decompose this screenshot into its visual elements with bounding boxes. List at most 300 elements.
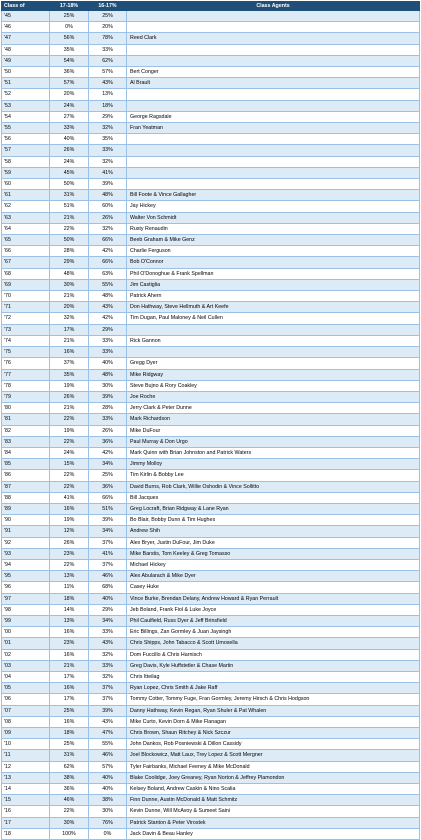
cell-class-agents: Mark Quinn with Brian Johnston and Patrick Waters <box>127 447 420 458</box>
cell-class-of: '04 <box>2 671 50 682</box>
cell-class-of: '68 <box>2 268 50 279</box>
cell-17-18-percent: 51% <box>50 201 89 212</box>
table-row <box>2 436 420 447</box>
cell-class-agents: Tommy Cotter, Tommy Fuge, Fran Gormley, Jeremy Hirsch & Chris Hodgson <box>127 694 420 705</box>
cell-class-of: '12 <box>2 761 50 772</box>
cell-16-17-percent: 42% <box>89 246 127 257</box>
cell-class-of: '01 <box>2 638 50 649</box>
table-row <box>2 201 420 212</box>
cell-17-18-percent: 30% <box>50 817 89 828</box>
cell-class-agents: Andrew Shih <box>127 526 420 537</box>
cell-class-agents: Mike Ridgway <box>127 369 420 380</box>
cell-16-17-percent: 41% <box>89 548 127 559</box>
cell-16-17-percent: 32% <box>89 649 127 660</box>
table-row <box>2 235 420 246</box>
table-row <box>2 358 420 369</box>
cell-class-of: '70 <box>2 291 50 302</box>
cell-class-of: '54 <box>2 111 50 122</box>
table-row <box>2 515 420 526</box>
cell-17-18-percent: 36% <box>50 67 89 78</box>
table-row <box>2 134 420 145</box>
table-row <box>2 694 420 705</box>
cell-17-18-percent: 16% <box>50 683 89 694</box>
table-row <box>2 593 420 604</box>
cell-17-18-percent: 41% <box>50 492 89 503</box>
cell-class-agents: Al Brault <box>127 78 420 89</box>
cell-class-agents: Walter Von Schmidt <box>127 212 420 223</box>
cell-class-of: '17 <box>2 817 50 828</box>
table-row <box>2 481 420 492</box>
cell-class-of: '71 <box>2 302 50 313</box>
cell-class-of: '83 <box>2 436 50 447</box>
cell-16-17-percent: 37% <box>89 694 127 705</box>
cell-17-18-percent: 38% <box>50 772 89 783</box>
cell-class-agents: Bob O'Connor <box>127 257 420 268</box>
cell-17-18-percent: 16% <box>50 716 89 727</box>
cell-16-17-percent: 26% <box>89 212 127 223</box>
cell-16-17-percent: 40% <box>89 784 127 795</box>
cell-class-agents: Paul Murray & Don Urgo <box>127 436 420 447</box>
cell-17-18-percent: 35% <box>50 44 89 55</box>
cell-class-agents: Bill Foote & Vince Gallagher <box>127 190 420 201</box>
cell-class-of: '84 <box>2 447 50 458</box>
table-row <box>2 89 420 100</box>
cell-16-17-percent: 29% <box>89 111 127 122</box>
cell-class-of: '89 <box>2 503 50 514</box>
table-row <box>2 22 420 33</box>
cell-16-17-percent: 63% <box>89 268 127 279</box>
cell-17-18-percent: 25% <box>50 739 89 750</box>
table-row <box>2 111 420 122</box>
cell-16-17-percent: 39% <box>89 705 127 716</box>
cell-class-of: '94 <box>2 559 50 570</box>
cell-class-agents: Jimmy Molloy <box>127 459 420 470</box>
cell-class-of: '80 <box>2 403 50 414</box>
table-row <box>2 828 420 839</box>
cell-17-18-percent: 20% <box>50 89 89 100</box>
header-16-17-percent: 16-17% <box>89 2 127 11</box>
cell-class-agents: Chris Shipps, John Tabacco & Scott Umosella <box>127 638 420 649</box>
table-row <box>2 559 420 570</box>
table-row <box>2 784 420 795</box>
cell-17-18-percent: 57% <box>50 78 89 89</box>
cell-17-18-percent: 35% <box>50 369 89 380</box>
cell-class-of: '96 <box>2 582 50 593</box>
cell-16-17-percent: 43% <box>89 638 127 649</box>
cell-class-agents <box>127 100 420 111</box>
cell-class-of: '97 <box>2 593 50 604</box>
cell-17-18-percent: 22% <box>50 481 89 492</box>
cell-16-17-percent: 33% <box>89 660 127 671</box>
cell-class-of: '08 <box>2 716 50 727</box>
cell-class-of: '47 <box>2 33 50 44</box>
table-row <box>2 369 420 380</box>
cell-17-18-percent: 16% <box>50 627 89 638</box>
cell-class-agents: Danny Hathway, Kevin Regan, Ryan Shuler & Pat Whalen <box>127 705 420 716</box>
cell-class-agents: Reed Clark <box>127 33 420 44</box>
cell-17-18-percent: 26% <box>50 537 89 548</box>
cell-class-of: '93 <box>2 548 50 559</box>
cell-class-of: '62 <box>2 201 50 212</box>
cell-class-agents: Patrick Ahern <box>127 291 420 302</box>
table-row <box>2 470 420 481</box>
cell-16-17-percent: 32% <box>89 123 127 134</box>
cell-16-17-percent: 30% <box>89 806 127 817</box>
cell-17-18-percent: 31% <box>50 750 89 761</box>
cell-class-agents: Gregg Dyer <box>127 358 420 369</box>
header-17-18-percent: 17-18% <box>50 2 89 11</box>
cell-16-17-percent: 29% <box>89 604 127 615</box>
cell-16-17-percent: 55% <box>89 739 127 750</box>
cell-17-18-percent: 24% <box>50 156 89 167</box>
table-row <box>2 615 420 626</box>
table-row <box>2 817 420 828</box>
cell-class-agents <box>127 156 420 167</box>
cell-class-agents: Blake Coolidge, Joey Greaney, Ryan Norton & Jeffrey Plamondon <box>127 772 420 783</box>
table-row <box>2 705 420 716</box>
cell-class-agents: Mike Curto, Kevin Dorn & Mike Flanagan <box>127 716 420 727</box>
cell-class-agents: Michael Hickey <box>127 559 420 570</box>
cell-16-17-percent: 76% <box>89 817 127 828</box>
cell-class-of: '00 <box>2 627 50 638</box>
cell-16-17-percent: 48% <box>89 190 127 201</box>
table-row <box>2 156 420 167</box>
cell-class-agents: Chris Brown, Shaun Ritchey & Nick Szczur <box>127 728 420 739</box>
cell-class-of: '58 <box>2 156 50 167</box>
cell-class-of: '11 <box>2 750 50 761</box>
table-row <box>2 179 420 190</box>
table-row <box>2 459 420 470</box>
table-body <box>2 11 420 840</box>
cell-16-17-percent: 35% <box>89 134 127 145</box>
cell-class-agents: David Burns, Rob Clark, Willie Oshodin & Vince Sollitto <box>127 481 420 492</box>
cell-class-agents <box>127 347 420 358</box>
cell-class-agents: Fran Yeatman <box>127 123 420 134</box>
table-row <box>2 739 420 750</box>
cell-class-of: '06 <box>2 694 50 705</box>
cell-17-18-percent: 13% <box>50 615 89 626</box>
cell-16-17-percent: 18% <box>89 100 127 111</box>
cell-16-17-percent: 32% <box>89 156 127 167</box>
cell-17-18-percent: 36% <box>50 784 89 795</box>
cell-17-18-percent: 25% <box>50 705 89 716</box>
cell-class-of: '65 <box>2 235 50 246</box>
cell-17-18-percent: 50% <box>50 179 89 190</box>
cell-class-agents: Beeb Graham & Mike Genz <box>127 235 420 246</box>
cell-class-of: '78 <box>2 380 50 391</box>
cell-16-17-percent: 32% <box>89 223 127 234</box>
cell-16-17-percent: 36% <box>89 436 127 447</box>
cell-16-17-percent: 48% <box>89 369 127 380</box>
table-row <box>2 380 420 391</box>
table-row <box>2 772 420 783</box>
cell-17-18-percent: 15% <box>50 459 89 470</box>
cell-class-agents: Dom Fuccillo & Chris Harnisch <box>127 649 420 660</box>
cell-16-17-percent: 40% <box>89 358 127 369</box>
table-row <box>2 324 420 335</box>
cell-class-of: '98 <box>2 604 50 615</box>
cell-class-agents: Vince Burke, Brendan Delany, Andrew Howard & Ryan Perrault <box>127 593 420 604</box>
cell-class-of: '45 <box>2 11 50 22</box>
cell-17-18-percent: 16% <box>50 347 89 358</box>
cell-17-18-percent: 19% <box>50 425 89 436</box>
cell-class-of: '87 <box>2 481 50 492</box>
cell-17-18-percent: 22% <box>50 470 89 481</box>
cell-17-18-percent: 16% <box>50 503 89 514</box>
table-row <box>2 78 420 89</box>
table-row <box>2 257 420 268</box>
cell-class-of: '13 <box>2 772 50 783</box>
cell-class-of: '52 <box>2 89 50 100</box>
cell-class-of: '81 <box>2 414 50 425</box>
cell-class-agents <box>127 22 420 33</box>
cell-16-17-percent: 33% <box>89 627 127 638</box>
cell-class-of: '16 <box>2 806 50 817</box>
cell-class-of: '18 <box>2 828 50 839</box>
cell-17-18-percent: 20% <box>50 302 89 313</box>
cell-class-of: '63 <box>2 212 50 223</box>
cell-17-18-percent: 23% <box>50 638 89 649</box>
cell-class-agents: Mark Richardson <box>127 414 420 425</box>
cell-class-agents: Tim Kirlin & Bobby Lee <box>127 470 420 481</box>
cell-class-of: '51 <box>2 78 50 89</box>
cell-16-17-percent: 34% <box>89 459 127 470</box>
table-row <box>2 414 420 425</box>
cell-class-agents <box>127 179 420 190</box>
cell-17-18-percent: 11% <box>50 582 89 593</box>
cell-17-18-percent: 22% <box>50 223 89 234</box>
cell-class-of: '69 <box>2 279 50 290</box>
cell-class-agents: Phil O'Donoghue & Frank Spellman <box>127 268 420 279</box>
cell-class-of: '66 <box>2 246 50 257</box>
cell-class-of: '46 <box>2 22 50 33</box>
cell-17-18-percent: 22% <box>50 806 89 817</box>
cell-17-18-percent: 13% <box>50 571 89 582</box>
cell-class-agents: Eric Billings, Zan Gormley & Juan Jaysingh <box>127 627 420 638</box>
cell-class-agents: Mike Barstis, Tom Keeley & Greg Tomasso <box>127 548 420 559</box>
table-row <box>2 571 420 582</box>
table-row <box>2 683 420 694</box>
table-row <box>2 100 420 111</box>
cell-class-of: '50 <box>2 67 50 78</box>
cell-class-of: '88 <box>2 492 50 503</box>
cell-class-agents <box>127 44 420 55</box>
cell-class-agents: Bert Conger <box>127 67 420 78</box>
table-row <box>2 313 420 324</box>
cell-17-18-percent: 33% <box>50 123 89 134</box>
table-row <box>2 55 420 66</box>
table-row <box>2 716 420 727</box>
cell-class-of: '86 <box>2 470 50 481</box>
cell-class-agents <box>127 134 420 145</box>
cell-17-18-percent: 22% <box>50 559 89 570</box>
cell-class-agents <box>127 324 420 335</box>
cell-class-agents: Tyler Fairbanks, Michael Feeney & Mike McDonald <box>127 761 420 772</box>
table-row <box>2 347 420 358</box>
cell-class-of: '92 <box>2 537 50 548</box>
cell-17-18-percent: 27% <box>50 111 89 122</box>
cell-class-of: '60 <box>2 179 50 190</box>
cell-17-18-percent: 21% <box>50 335 89 346</box>
table-row <box>2 537 420 548</box>
cell-16-17-percent: 20% <box>89 22 127 33</box>
cell-16-17-percent: 30% <box>89 380 127 391</box>
header-class-agents: Class Agents <box>127 2 420 11</box>
cell-16-17-percent: 40% <box>89 593 127 604</box>
cell-class-of: '14 <box>2 784 50 795</box>
cell-17-18-percent: 0% <box>50 22 89 33</box>
cell-16-17-percent: 34% <box>89 615 127 626</box>
cell-class-agents: Kevin Dunne, Will McAvoy & Sumeet Saini <box>127 806 420 817</box>
cell-class-agents: Bill Jacques <box>127 492 420 503</box>
cell-16-17-percent: 46% <box>89 571 127 582</box>
cell-16-17-percent: 66% <box>89 235 127 246</box>
cell-16-17-percent: 34% <box>89 526 127 537</box>
table-row <box>2 447 420 458</box>
table-row <box>2 492 420 503</box>
table-row <box>2 604 420 615</box>
table-row <box>2 335 420 346</box>
cell-class-of: '57 <box>2 145 50 156</box>
cell-class-of: '48 <box>2 44 50 55</box>
cell-16-17-percent: 40% <box>89 772 127 783</box>
cell-16-17-percent: 78% <box>89 33 127 44</box>
cell-17-18-percent: 14% <box>50 604 89 615</box>
cell-17-18-percent: 22% <box>50 436 89 447</box>
cell-16-17-percent: 41% <box>89 167 127 178</box>
cell-16-17-percent: 43% <box>89 78 127 89</box>
cell-16-17-percent: 39% <box>89 179 127 190</box>
cell-class-agents: Jay Hickey <box>127 201 420 212</box>
cell-class-of: '82 <box>2 425 50 436</box>
cell-class-of: '09 <box>2 728 50 739</box>
table-row <box>2 548 420 559</box>
cell-class-agents: Rusty Renaudin <box>127 223 420 234</box>
table-row <box>2 806 420 817</box>
table-row <box>2 302 420 313</box>
table-row <box>2 268 420 279</box>
cell-class-of: '05 <box>2 683 50 694</box>
table-row <box>2 728 420 739</box>
cell-class-of: '99 <box>2 615 50 626</box>
table-row <box>2 391 420 402</box>
cell-17-18-percent: 24% <box>50 100 89 111</box>
table-row <box>2 649 420 660</box>
cell-17-18-percent: 16% <box>50 649 89 660</box>
cell-16-17-percent: 33% <box>89 414 127 425</box>
cell-class-of: '53 <box>2 100 50 111</box>
table-row <box>2 44 420 55</box>
cell-class-of: '61 <box>2 190 50 201</box>
cell-16-17-percent: 37% <box>89 537 127 548</box>
cell-class-agents: Tim Dugan, Paul Maloney & Neil Cullen <box>127 313 420 324</box>
table-row <box>2 660 420 671</box>
cell-class-agents: Bo Blair, Bobby Dunn & Tim Hughes <box>127 515 420 526</box>
cell-class-of: '74 <box>2 335 50 346</box>
cell-17-18-percent: 50% <box>50 235 89 246</box>
cell-17-18-percent: 17% <box>50 671 89 682</box>
cell-17-18-percent: 62% <box>50 761 89 772</box>
table-row <box>2 145 420 156</box>
cell-16-17-percent: 51% <box>89 503 127 514</box>
cell-17-18-percent: 19% <box>50 515 89 526</box>
cell-class-agents: Jerry Clark & Peter Dunne <box>127 403 420 414</box>
cell-16-17-percent: 48% <box>89 291 127 302</box>
cell-16-17-percent: 43% <box>89 302 127 313</box>
cell-class-of: '03 <box>2 660 50 671</box>
cell-class-agents: Greg Davis, Kyle Huffstetler & Chase Martin <box>127 660 420 671</box>
cell-class-agents: Don Hathway, Steve Hellmuth & Art Keefe <box>127 302 420 313</box>
table-header <box>2 2 420 11</box>
cell-17-18-percent: 56% <box>50 33 89 44</box>
cell-class-of: '85 <box>2 459 50 470</box>
cell-class-agents: Charlie Ferguson <box>127 246 420 257</box>
cell-class-agents: Finn Dunne, Austin McDonald & Matt Schmitz <box>127 795 420 806</box>
cell-16-17-percent: 57% <box>89 761 127 772</box>
cell-class-of: '15 <box>2 795 50 806</box>
cell-class-agents: Phil Caulfield, Russ Dyer & Jeff Brinsfield <box>127 615 420 626</box>
cell-17-18-percent: 17% <box>50 694 89 705</box>
cell-class-of: '67 <box>2 257 50 268</box>
cell-16-17-percent: 46% <box>89 750 127 761</box>
cell-16-17-percent: 33% <box>89 44 127 55</box>
cell-17-18-percent: 54% <box>50 55 89 66</box>
cell-16-17-percent: 36% <box>89 481 127 492</box>
table-row <box>2 638 420 649</box>
table-row <box>2 212 420 223</box>
table-row <box>2 503 420 514</box>
table-row <box>2 223 420 234</box>
cell-class-agents: Chris Itteilag <box>127 671 420 682</box>
cell-16-17-percent: 57% <box>89 67 127 78</box>
cell-class-agents: Jeb Boland, Frank Fiol & Luke Joyce <box>127 604 420 615</box>
cell-class-agents: Casey Huke <box>127 582 420 593</box>
cell-class-agents: Alex Abularach & Mike Dyer <box>127 571 420 582</box>
cell-17-18-percent: 21% <box>50 291 89 302</box>
cell-17-18-percent: 100% <box>50 828 89 839</box>
table-row <box>2 795 420 806</box>
cell-17-18-percent: 19% <box>50 380 89 391</box>
cell-17-18-percent: 24% <box>50 447 89 458</box>
cell-16-17-percent: 38% <box>89 795 127 806</box>
cell-17-18-percent: 26% <box>50 391 89 402</box>
table-row <box>2 425 420 436</box>
table-row <box>2 291 420 302</box>
cell-class-agents <box>127 145 420 156</box>
cell-class-of: '55 <box>2 123 50 134</box>
cell-17-18-percent: 31% <box>50 190 89 201</box>
table-row <box>2 761 420 772</box>
cell-16-17-percent: 42% <box>89 447 127 458</box>
cell-16-17-percent: 66% <box>89 257 127 268</box>
cell-class-agents: Joel Blockowicz, Matt Laux, Trey Lopez & Scott Mergner <box>127 750 420 761</box>
cell-16-17-percent: 68% <box>89 582 127 593</box>
table-row <box>2 671 420 682</box>
table-row <box>2 167 420 178</box>
cell-class-agents: Jack Davin & Beau Hanley <box>127 828 420 839</box>
cell-class-of: '49 <box>2 55 50 66</box>
cell-17-18-percent: 18% <box>50 728 89 739</box>
cell-class-agents: Ryan Lopez, Chris Smith & Jake Raff <box>127 683 420 694</box>
cell-class-agents: Patrick Stanton & Peter Virostek <box>127 817 420 828</box>
cell-16-17-percent: 66% <box>89 492 127 503</box>
table-row <box>2 33 420 44</box>
cell-class-agents <box>127 55 420 66</box>
cell-class-agents: Greg Locraft, Brian Ridgway & Lane Ryan <box>127 503 420 514</box>
cell-17-18-percent: 22% <box>50 414 89 425</box>
cell-17-18-percent: 30% <box>50 279 89 290</box>
cell-16-17-percent: 33% <box>89 335 127 346</box>
